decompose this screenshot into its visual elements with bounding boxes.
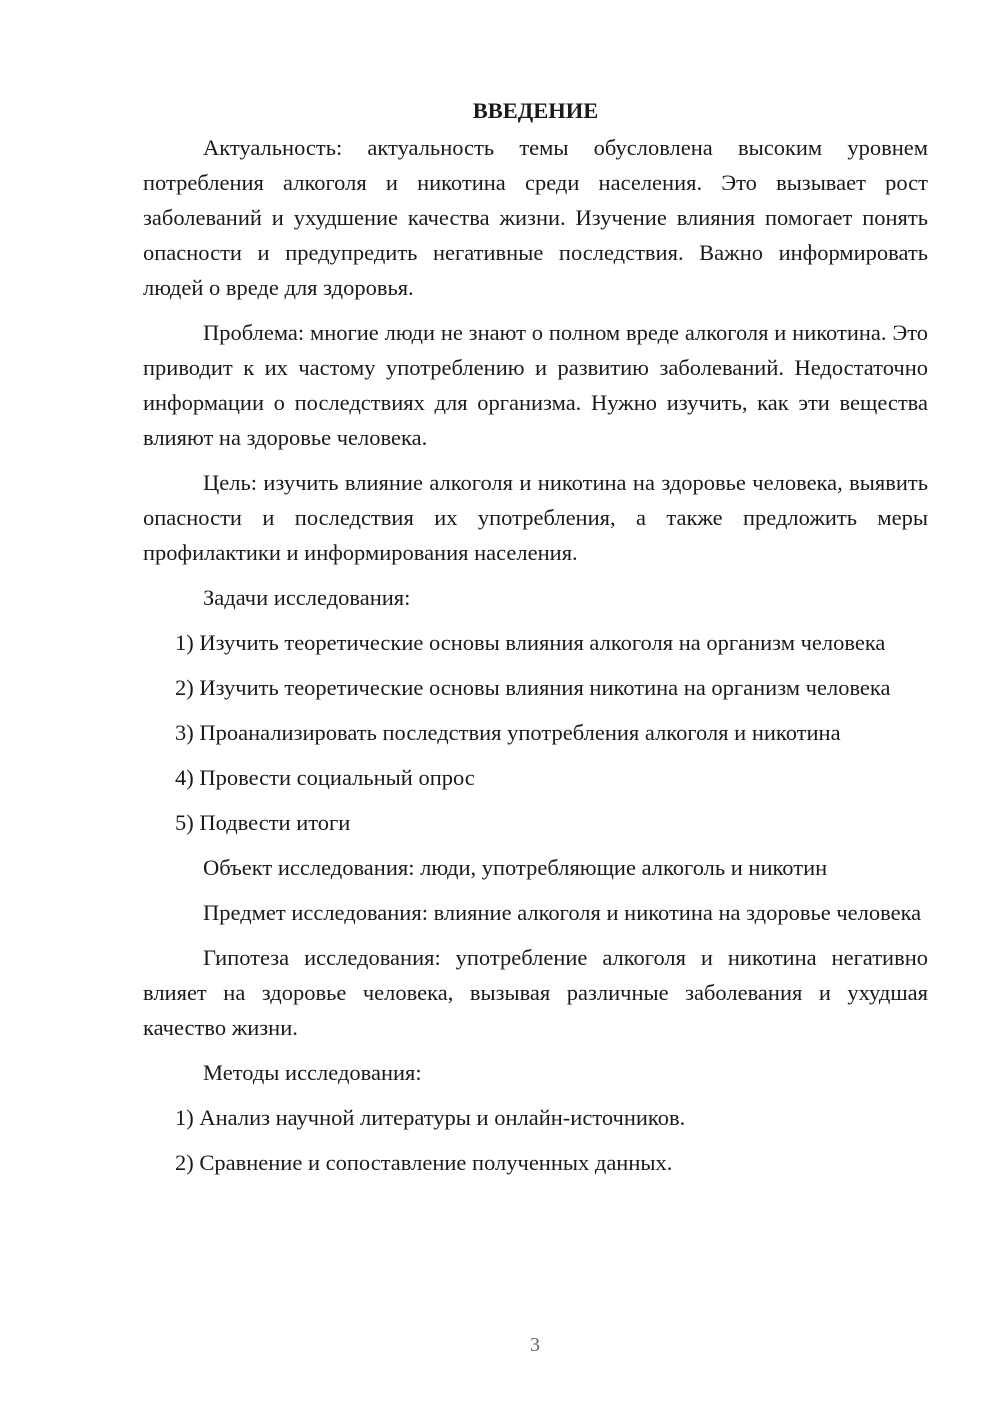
task-item-4: 4) Провести социальный опрос [175,765,475,790]
paragraph-object: Объект исследования: люди, употребляющие алкоголь и никотин [203,855,828,880]
page-number: 3 [530,1334,540,1356]
method-item-1: 1) Анализ научной литературы и онлайн-источников. [175,1105,686,1130]
page-title: ВВЕДЕНИЕ [472,98,599,123]
tasks-heading: Задачи исследования: [203,585,411,610]
paragraph-problem: Проблема: многие люди не знают о полном вреде алкоголя и никотина. Это приводит к их частому употреблению и развитию заболеваний. Недостаточно информации о последствиях для организма. Нужно изучить, как эти вещества влияют на здоровье человека. [143,320,928,450]
page-content [143,93,928,1180]
paragraph-relevance: Актуальность: актуальность темы обусловлена высоким уровнем потребления алкоголя и никотина среди населения. Это вызывает рост заболеваний и ухудшение качества жизни. Изучение влияния помогает понять опасности и предупредить негативные последствия. Важно информировать людей о вреде для здоровья. [143,135,928,300]
task-item-5: 5) Подвести итоги [175,810,351,835]
paragraph-hypothesis: Гипотеза исследования: употребление алкоголя и никотина негативно влияет на здоровье человека, вызывая различные заболевания и ухудшая качество жизни. [143,945,928,1040]
paragraph-subject: Предмет исследования: влияние алкоголя и никотина на здоровье человека [203,900,922,925]
methods-heading: Методы исследования: [203,1060,422,1085]
task-item-2: 2) Изучить теоретические основы влияния никотина на организм человека [175,675,891,700]
method-item-2: 2) Сравнение и сопоставление полученных данных. [175,1150,673,1175]
task-item-3: 3) Проанализировать последствия употребления алкоголя и никотина [175,720,841,745]
paragraph-goal: Цель: изучить влияние алкоголя и никотина на здоровье человека, выявить опасности и последствия их употребления, а также предложить меры профилактики и информирования населения. [143,470,928,565]
task-item-1: 1) Изучить теоретические основы влияния алкоголя на организм человека [175,630,886,655]
